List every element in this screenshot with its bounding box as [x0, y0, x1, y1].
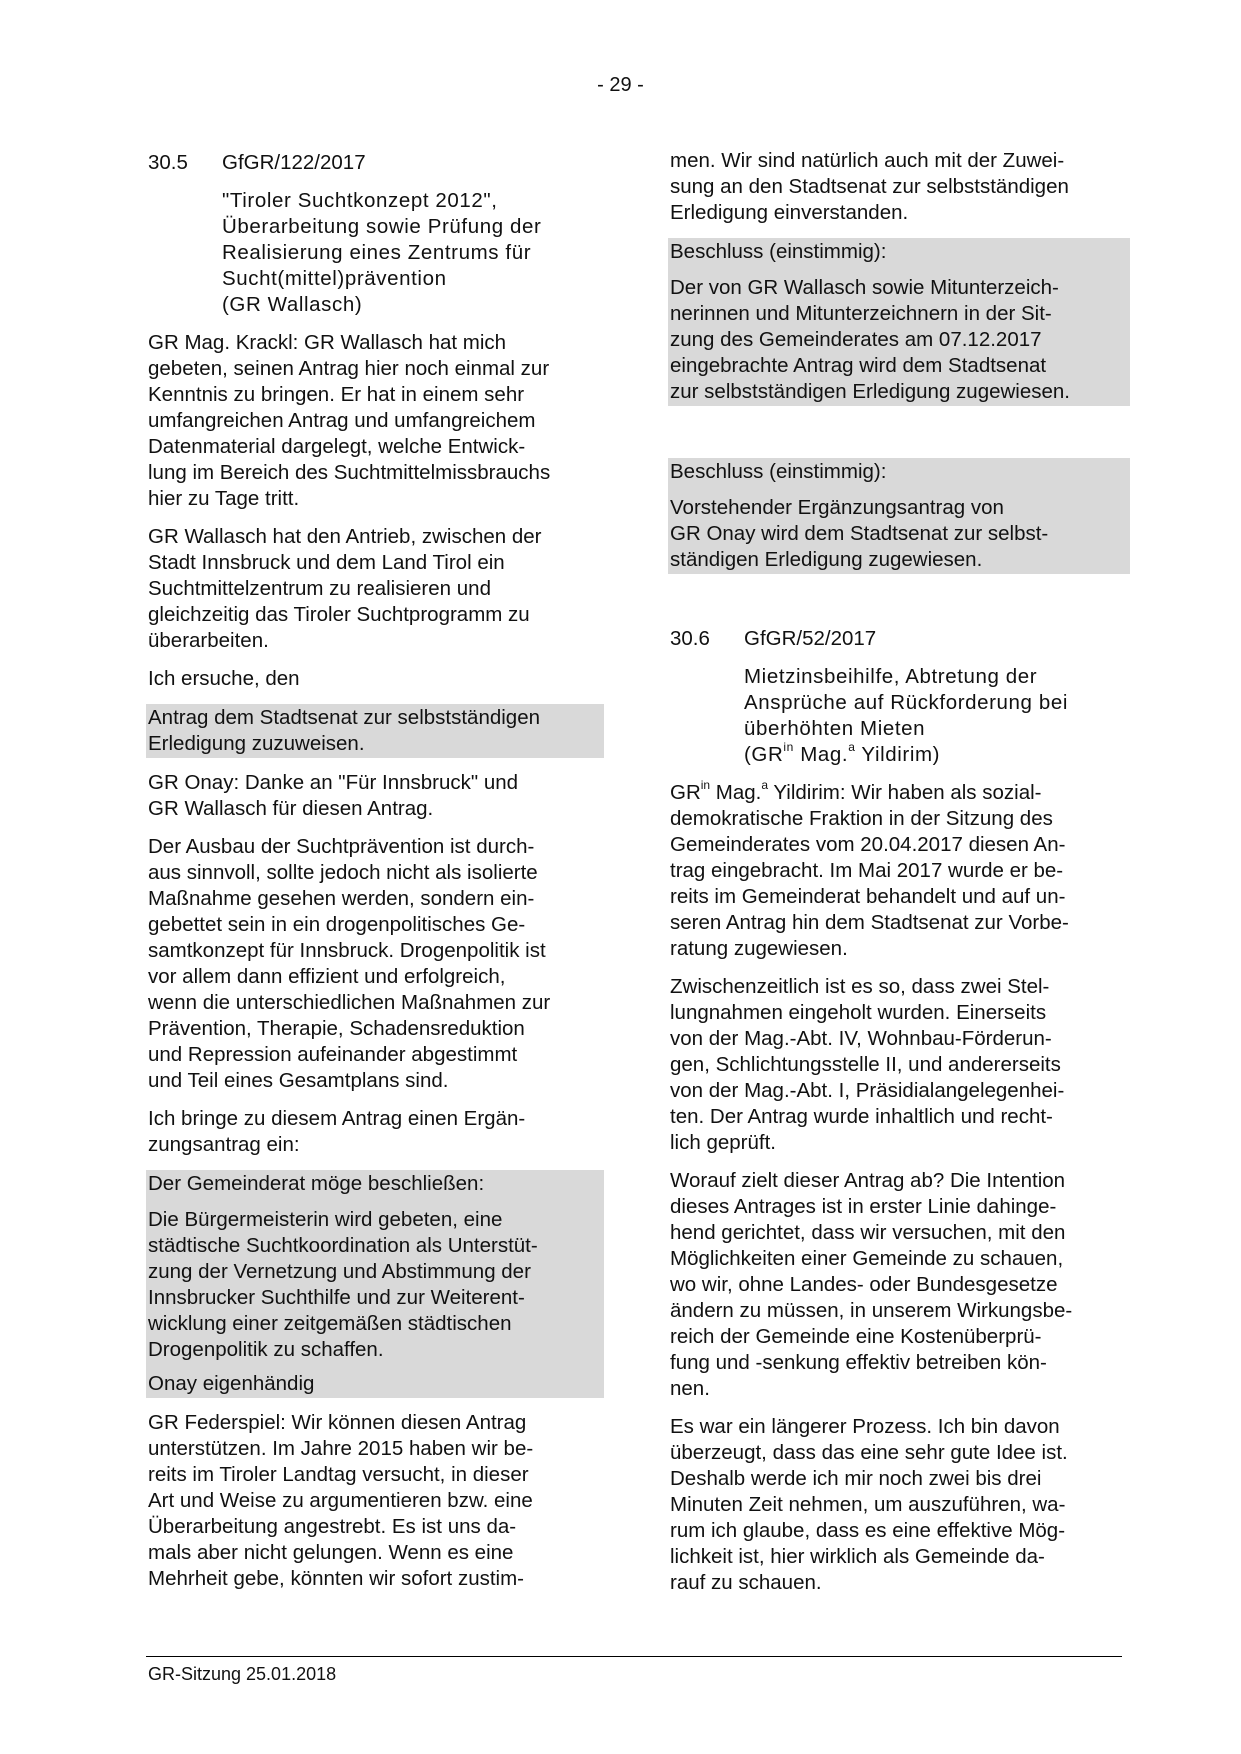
- text-line: mals aber nicht gelungen. Wenn es eine: [148, 1541, 514, 1564]
- text-line: Prävention, Therapie, Schadensreduktion: [148, 1017, 525, 1040]
- text-line: Zwischenzeitlich ist es so, dass zwei Stel-: [670, 975, 1050, 998]
- paragraph: [148, 834, 604, 1094]
- text-line: wenn die unterschiedlichen Maßnahmen zur: [148, 991, 551, 1014]
- text-line: GR Onay: Danke an "Für Innsbruck" und: [148, 771, 519, 794]
- text-line: samtkonzept für Innsbruck. Drogenpolitik ist: [148, 939, 546, 962]
- text-line: überzeugt, dass das eine sehr gute Idee ist.: [670, 1441, 1068, 1464]
- motion-text-box: [146, 704, 604, 758]
- text-line: Überarbeitung angestrebt. Es ist uns da-: [148, 1515, 517, 1538]
- text-line: eingebrachte Antrag wird dem Stadtsenat: [670, 354, 1047, 377]
- text-line: GR Wallasch für diesen Antrag.: [148, 797, 434, 820]
- text-line: Drogenpolitik zu schaffen.: [148, 1338, 384, 1361]
- footer-text: GR-Sitzung 25.01.2018: [148, 1664, 337, 1684]
- text-line: Art und Weise zu argumentieren bzw. eine: [148, 1489, 533, 1512]
- agenda-item-heading: [670, 626, 1130, 652]
- paragraph: [148, 770, 604, 822]
- title-line: Mietzinsbeihilfe, Abtretung der: [744, 665, 1038, 688]
- agenda-item-title: [744, 664, 1130, 768]
- text-line: Ich bringe zu diesem Antrag einen Ergän-: [148, 1107, 526, 1130]
- text-line: lung im Bereich des Suchtmittelmissbrauchs: [148, 461, 551, 484]
- text-line: ändern zu müssen, in unserem Wirkungsbe-: [670, 1299, 1073, 1322]
- title-line: überhöhten Mieten: [744, 717, 926, 740]
- text-line: gebettet sein in ein drogenpolitisches Ge-: [148, 913, 526, 936]
- text-line: überarbeiten.: [148, 629, 269, 652]
- text-line: hier zu Tage tritt.: [148, 487, 300, 510]
- text-line: Erledigung zuzuweisen.: [148, 732, 365, 755]
- text-line: Der Gemeinderat möge beschließen:: [148, 1172, 485, 1195]
- text-line: zur selbstständigen Erledigung zugewiesen.: [670, 380, 1071, 403]
- paragraph: [148, 524, 604, 654]
- text-line: umfangreichen Antrag und umfangreichem: [148, 409, 536, 432]
- paragraph: [670, 1168, 1130, 1402]
- text-line: Worauf zielt dieser Antrag ab? Die Intention: [670, 1169, 1066, 1192]
- text-line: reits im Gemeinderat behandelt und auf un-: [670, 885, 1066, 908]
- title-line: Ansprüche auf Rückforderung bei: [744, 691, 1069, 714]
- footer-rule: [146, 1656, 1122, 1657]
- text-line: Der Ausbau der Suchtprävention ist durch-: [148, 835, 535, 858]
- resolution-heading: Beschluss (einstimmig):: [670, 240, 887, 263]
- text-line: demokratische Fraktion in der Sitzung des: [670, 807, 1053, 830]
- text-line: ten. Der Antrag wurde inhaltlich und recht-: [670, 1105, 1053, 1128]
- agenda-item-ref: GfGR/52/2017: [744, 627, 877, 650]
- text-line: Mehrheit gebe, könnten wir sofort zustim-: [148, 1567, 524, 1590]
- text-line: wo wir, ohne Landes- oder Bundesgesetze: [670, 1273, 1058, 1296]
- text-line: dieses Antrages ist in erster Linie dahinge-: [670, 1195, 1057, 1218]
- paragraph: [670, 148, 1130, 226]
- right-column: [670, 148, 1130, 1608]
- text-line: GR Onay wird dem Stadtsenat zur selbst-: [670, 522, 1049, 545]
- text-line: vor allem dann effizient und erfolgreich,: [148, 965, 506, 988]
- agenda-item-heading: [148, 150, 604, 176]
- text-line: Gemeinderates vom 20.04.2017 diesen An-: [670, 833, 1066, 856]
- agenda-item-ref: GfGR/122/2017: [222, 151, 366, 174]
- resolution-box: [668, 238, 1130, 406]
- text-line: sung an den Stadtsenat zur selbstständigen: [670, 175, 1069, 198]
- text-line: Antrag dem Stadtsenat zur selbstständigen: [148, 706, 541, 729]
- text-line: hend gerichtet, dass wir versuchen, mit den: [670, 1221, 1066, 1244]
- text-line: fung und -senkung effektiv betreiben kön-: [670, 1351, 1047, 1374]
- title-line: Überarbeitung sowie Prüfung der: [222, 215, 542, 238]
- text-line: lich geprüft.: [670, 1131, 776, 1154]
- title-line: Realisierung eines Zentrums für: [222, 241, 532, 264]
- text-line: nerinnen und Mitunterzeichnern in der Sit-: [670, 302, 1052, 325]
- resolution-heading: Beschluss (einstimmig):: [670, 460, 887, 483]
- text-line: reich der Gemeinde eine Kostenüberprü-: [670, 1325, 1042, 1348]
- text-line: seren Antrag hin dem Stadtsenat zur Vorbe-: [670, 911, 1069, 934]
- text-line: Stadt Innsbruck und dem Land Tirol ein: [148, 551, 505, 574]
- title-line: ($GR^{in}$ Mag.$^a$ Yildirim): [744, 740, 941, 766]
- supplementary-motion-box: [146, 1170, 604, 1398]
- page-number: - 29 -: [597, 74, 644, 96]
- text-line: Die Bürgermeisterin wird gebeten, eine: [148, 1208, 503, 1231]
- speaker-line: $GR^{in}$ Mag.$^a$ Yildirim: Wir haben als sozial-: [670, 778, 1042, 804]
- text-line: Ich ersuche, den: [148, 667, 300, 690]
- agenda-item-number: 30.6: [670, 627, 710, 650]
- text-line: rauf zu schauen.: [670, 1571, 822, 1594]
- text-line: städtische Suchtkoordination als Unterstüt-: [148, 1234, 538, 1257]
- text-line: zung des Gemeinderates am 07.12.2017: [670, 328, 1042, 351]
- text-line: lungnahmen eingeholt wurden. Einerseits: [670, 1001, 1047, 1024]
- text-line: Deshalb werde ich mir noch zwei bis drei: [670, 1467, 1042, 1490]
- paragraph: [670, 1414, 1130, 1596]
- text-line: GR Federspiel: Wir können diesen Antrag: [148, 1411, 527, 1434]
- text-line: nen.: [670, 1377, 710, 1400]
- text-line: und Teil eines Gesamtplans sind.: [148, 1069, 449, 1092]
- paragraph: [148, 330, 604, 512]
- title-line: Sucht(mittel)prävention: [222, 267, 447, 290]
- text-line: zungsantrag ein:: [148, 1133, 300, 1156]
- text-line: trag eingebracht. Im Mai 2017 wurde er be-: [670, 859, 1064, 882]
- text-line: gebeten, seinen Antrag hier noch einmal zur: [148, 357, 550, 380]
- text-line: Datenmaterial dargelegt, welche Entwick-: [148, 435, 526, 458]
- text-line: Es war ein längerer Prozess. Ich bin davon: [670, 1415, 1060, 1438]
- text-line: rum ich glaube, dass es eine effektive Mög-: [670, 1519, 1066, 1542]
- text-line: men. Wir sind natürlich auch mit der Zuwei-: [670, 149, 1065, 172]
- agenda-item-title: [222, 188, 604, 318]
- text-line: Minuten Zeit nehmen, um auszuführen, wa-: [670, 1493, 1066, 1516]
- text-line: reits im Tiroler Landtag versucht, in dieser: [148, 1463, 529, 1486]
- text-line: ratung zugewiesen.: [670, 937, 848, 960]
- text-line: gleichzeitig das Tiroler Suchtprogramm zu: [148, 603, 530, 626]
- paragraph: [148, 1106, 604, 1158]
- text-line: Vorstehender Ergänzungsantrag von: [670, 496, 1004, 519]
- text-line: von der Mag.-Abt. I, Präsidialangelegenhei-: [670, 1079, 1065, 1102]
- paragraph: [148, 1410, 604, 1592]
- text-line: GR Wallasch hat den Antrieb, zwischen der: [148, 525, 542, 548]
- text-line: Kenntnis zu bringen. Er hat in einem sehr: [148, 383, 525, 406]
- text-line: aus sinnvoll, sollte jedoch nicht als isolierte: [148, 861, 538, 884]
- paragraph: [148, 666, 604, 692]
- title-line: (GR Wallasch): [222, 293, 363, 316]
- text-line: von der Mag.-Abt. IV, Wohnbau-Förderun-: [670, 1027, 1052, 1050]
- text-line: zung der Vernetzung und Abstimmung der: [148, 1260, 531, 1283]
- text-line: Innsbrucker Suchthilfe und zur Weiterent-: [148, 1286, 525, 1309]
- text-line: Onay eigenhändig: [148, 1372, 315, 1395]
- text-line: Der von GR Wallasch sowie Mitunterzeich-: [670, 276, 1059, 299]
- text-line: wicklung einer zeitgemäßen städtischen: [148, 1312, 512, 1335]
- text-line: gen, Schlichtungsstelle II, und andererseits: [670, 1053, 1061, 1076]
- text-line: Erledigung einverstanden.: [670, 201, 909, 224]
- agenda-item-number: 30.5: [148, 151, 188, 174]
- text-line: unterstützen. Im Jahre 2015 haben wir be-: [148, 1437, 534, 1460]
- text-line: GR Mag. Krackl: GR Wallasch hat mich: [148, 331, 507, 354]
- left-column: [148, 150, 604, 1604]
- text-line: ständigen Erledigung zugewiesen.: [670, 548, 983, 571]
- title-line: "Tiroler Suchtkonzept 2012",: [222, 189, 498, 212]
- paragraph: [670, 974, 1130, 1156]
- text-line: Maßnahme gesehen werden, sondern ein-: [148, 887, 535, 910]
- text-line: und Repression aufeinander abgestimmt: [148, 1043, 518, 1066]
- paragraph: [670, 780, 1130, 962]
- text-line: Möglichkeiten einer Gemeinde zu schauen,: [670, 1247, 1064, 1270]
- resolution-box: [668, 458, 1130, 574]
- text-line: Suchtmittelzentrum zu realisieren und: [148, 577, 491, 600]
- text-line: lichkeit ist, hier wirklich als Gemeinde da-: [670, 1545, 1045, 1568]
